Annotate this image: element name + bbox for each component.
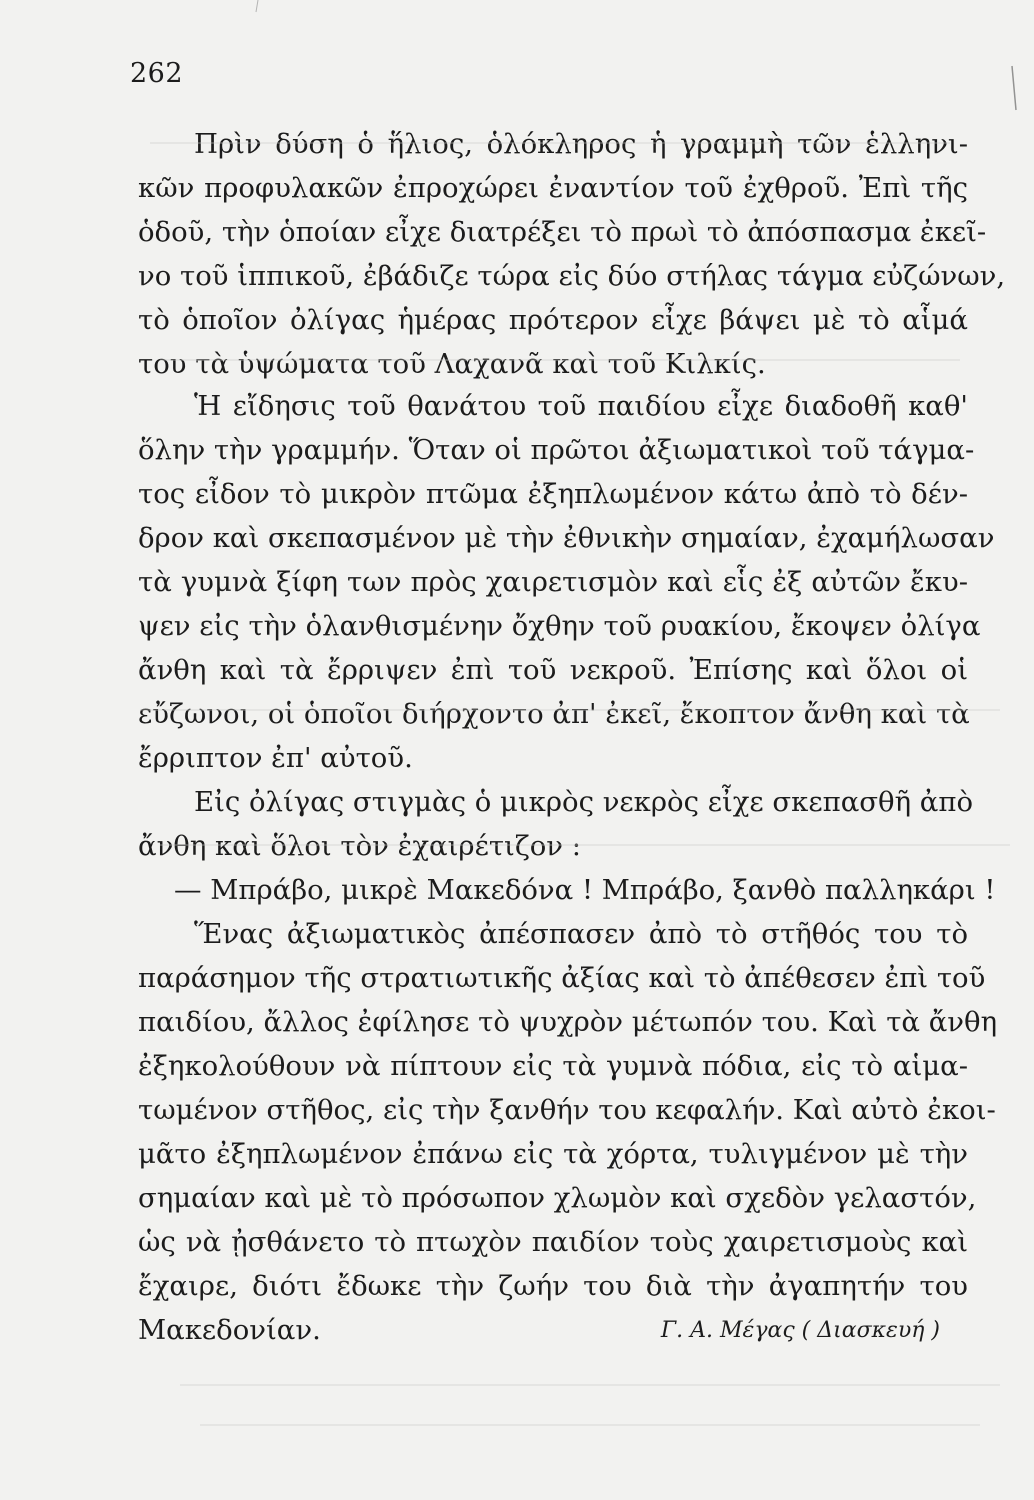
- text-line: του τὰ ὑψώματα τοῦ Λαχανᾶ καὶ τοῦ Κιλκίς.: [138, 348, 766, 380]
- text-line: ἔχαιρε, διότι ἔδωκε τὴν ζωήν του διὰ τὴν ἀγαπητήν του: [138, 1270, 968, 1302]
- text-line: ἄνθη καὶ ὅλοι τὸν ἐχαιρέτιζον :: [138, 830, 582, 862]
- text-line: κῶν προφυλακῶν ἐπροχώρει ἐναντίον τοῦ ἐχθροῦ. Ἐπὶ τῆς: [138, 172, 968, 204]
- text-line: Εἰς ὀλίγας στιγμὰς ὁ μικρὸς νεκρὸς εἶχε σκεπασθῆ ἀπὸ: [194, 786, 974, 818]
- text-line: ὡς νὰ ᾐσθάνετο τὸ πτωχὸν παιδίον τοὺς χαιρετισμοὺς καὶ: [138, 1226, 968, 1258]
- text-line: παιδίου, ἄλλος ἐφίλησε τὸ ψυχρὸν μέτωπόν του. Καὶ τὰ ἄνθη: [138, 1006, 998, 1038]
- text-line: ἐξηκολούθουν νὰ πίπτουν εἰς τὰ γυμνὰ πόδια, εἰς τὸ αἱμα-: [138, 1050, 968, 1082]
- text-line: εὔζωνοι, οἱ ὁποῖοι διήρχοντο ἀπ' ἐκεῖ, ἔκοπτον ἄνθη καὶ τὰ: [138, 698, 970, 730]
- text-line: ἄνθη καὶ τὰ ἔρριψεν ἐπὶ τοῦ νεκροῦ. Ἐπίσης καὶ ὅλοι οἱ: [138, 654, 968, 686]
- text-line: Πρὶν δύση ὁ ἥλιος, ὁλόκληρος ἡ γραμμὴ τῶν ἑλληνι-: [194, 128, 968, 160]
- text-line: ψεν εἰς τὴν ὁλανθισμένην ὄχθην τοῦ ρυακίου, ἔκοψεν ὀλίγα: [138, 610, 981, 642]
- text-line: τωμένον στῆθος, εἰς τὴν ξανθήν του κεφαλήν. Καὶ αὐτὸ ἐκοι-: [138, 1094, 996, 1126]
- text-line: σημαίαν καὶ μὲ τὸ πρόσωπον χλωμὸν καὶ σχεδὸν γελαστόν,: [138, 1182, 977, 1214]
- text-line: ἔρριπτον ἐπ' αὐτοῦ.: [138, 742, 413, 774]
- text-line: παράσημον τῆς στρατιωτικῆς ἀξίας καὶ τὸ ἀπέθεσεν ἐπὶ τοῦ: [138, 962, 986, 994]
- text-line: μᾶτο ἐξηπλωμένον ἐπάνω εἰς τὰ χόρτα, τυλιγμένον μὲ τὴν: [138, 1138, 968, 1170]
- text-line: ὁδοῦ, τὴν ὁποίαν εἶχε διατρέξει τὸ πρωὶ τὸ ἀπόσπασμα ἐκεῖ-: [138, 216, 987, 248]
- text-line: νο τοῦ ἱππικοῦ, ἐβάδιζε τώρα εἰς δύο στήλας τάγμα εὐζώνων,: [138, 260, 1006, 292]
- text-line: Ἕνας ἀξιωματικὸς ἀπέσπασεν ἀπὸ τὸ στῆθός του τὸ: [194, 918, 968, 950]
- text-line: ὅλην τὴν γραμμήν. Ὅταν οἱ πρῶτοι ἀξιωματικοὶ τοῦ τάγμα-: [138, 434, 975, 466]
- page-number: 262: [130, 58, 184, 89]
- author-signature: Γ. Α. Μέγας ( Διασκευή ): [660, 1318, 940, 1343]
- text-line: τὰ γυμνὰ ξίφη των πρὸς χαιρετισμὸν καὶ εἷς ἐξ αὐτῶν ἔκυ-: [138, 566, 968, 598]
- text-line: Μακεδονίαν.: [138, 1314, 321, 1346]
- text-line: τος εἶδον τὸ μικρὸν πτῶμα ἐξηπλωμένον κάτω ἀπὸ τὸ δέν-: [138, 478, 968, 510]
- text-line: — Μπράβο, μικρὲ Μακεδόνα ! Μπράβο, ξανθὸ παλληκάρι !: [174, 874, 996, 906]
- text-line: δρον καὶ σκεπασμένον μὲ τὴν ἐθνικὴν σημαίαν, ἐχαμήλωσαν: [138, 522, 995, 554]
- text-line: τὸ ὁποῖον ὀλίγας ἡμέρας πρότερον εἶχε βάψει μὲ τὸ αἷμά: [138, 304, 968, 336]
- text-line: Ἡ εἴδησις τοῦ θανάτου τοῦ παιδίου εἶχε διαδοθῆ καθ': [194, 390, 968, 422]
